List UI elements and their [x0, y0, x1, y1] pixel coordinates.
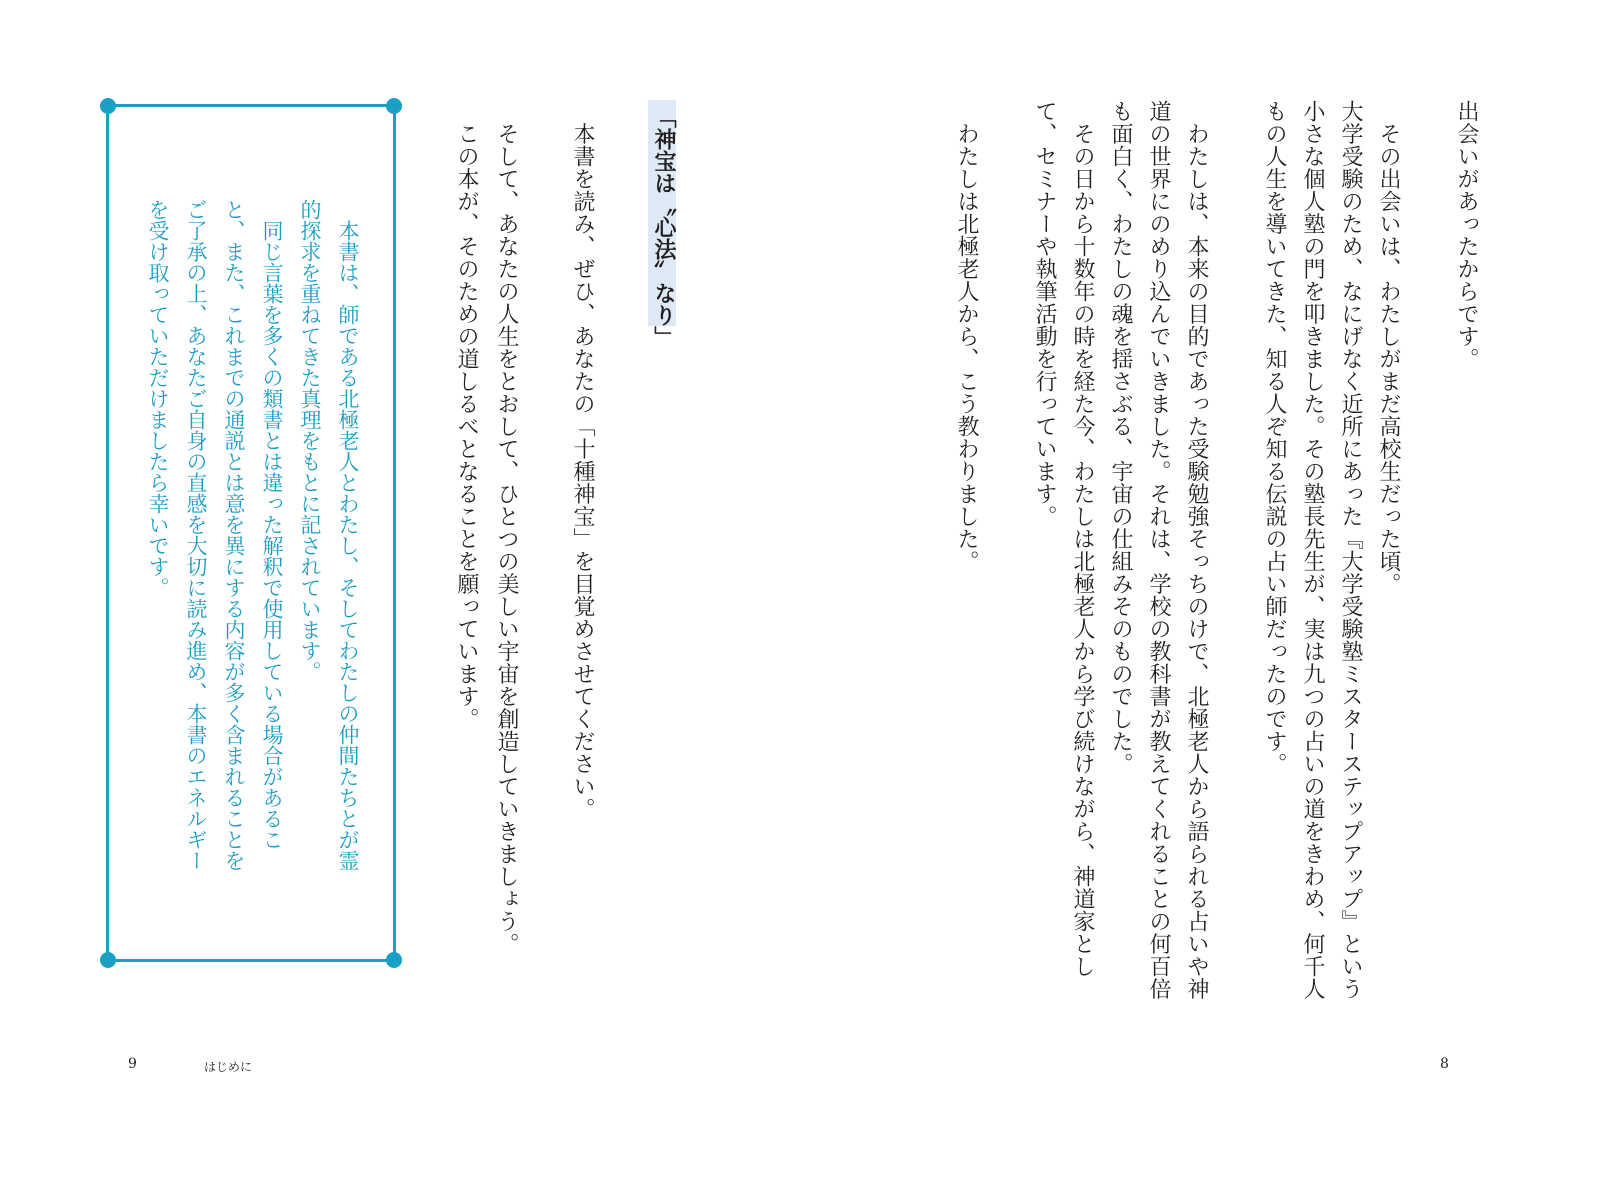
note-column: 同じ言葉を多くの類書とは違った解釈で使用している場合があるこ	[260, 199, 284, 850]
page-number-right: 8	[1440, 1056, 1449, 1072]
body-column: も面白く、わたしの魂を揺さぶる、宇宙の仕組みそのものでした。	[1108, 100, 1133, 775]
body-column: その日から十数年の時を経た今、わたしは北極老人から学び続けながら、神道家とし	[1070, 100, 1095, 978]
section-heading: 「神宝は〝心法〟なり」	[651, 106, 676, 348]
body-column: わたしは、本来の目的であった受験勉強そっちのけで、北極老人から語られる占いや神	[1184, 100, 1209, 1000]
corner-ornament	[100, 952, 116, 968]
body-column: て、セミナーや執筆活動を行っています。	[1032, 100, 1057, 528]
corner-ornament	[100, 98, 116, 114]
body-column: 小さな個人塾の門を叩きました。その塾長先生が、実は九つの占いの道をきわめ、何千人	[1300, 100, 1325, 1000]
note-column: 本書は、師である北極老人とわたし、そしてわたしの仲間たちとが霊	[336, 199, 360, 871]
body-column: わたしは北極老人から、こう教わりました。	[954, 100, 979, 573]
body-column: 出会いがあったからです。	[1454, 100, 1479, 370]
note-column: ご了承の上、あなたご自身の直感を大切に読み進め、本書のエネルギー	[184, 199, 208, 871]
body-column: 大学受験のため、なにげなく近所にあった『大学受験塾ミスターステップアップ』という	[1338, 100, 1363, 1000]
body-column: その出会いは、わたしがまだ高校生だった頃。	[1376, 100, 1401, 595]
note-column: 的探求を重ねてきた真理をもとに記されています。	[298, 199, 322, 682]
body-column: もの人生を導いてきた、知る人ぞ知る伝説の占い師だったのです。	[1262, 100, 1287, 775]
body-column: この本が、そのための道しるべとなることを願っています。	[454, 100, 479, 730]
note-column: と、また、これまでの通説とは意を異にする内容が多く含まれることを	[222, 199, 246, 871]
corner-ornament	[386, 952, 402, 968]
body-column: そして、あなたの人生をとおして、ひとつの美しい宇宙を創造していきましょう。	[494, 100, 519, 955]
note-box	[106, 104, 396, 962]
corner-ornament	[386, 98, 402, 114]
body-column: 道の世界にのめり込んでいきました。それは、学校の教科書が教えてくれることの何百倍	[1146, 100, 1171, 1000]
note-column: を受け取っていただけましたら幸いです。	[146, 199, 170, 598]
page-number-left: 9	[128, 1056, 137, 1072]
running-head: はじめに	[204, 1060, 253, 1074]
body-column: 本書を読み、ぜひ、あなたの「十種神宝」を目覚めさせてください。	[570, 100, 595, 820]
